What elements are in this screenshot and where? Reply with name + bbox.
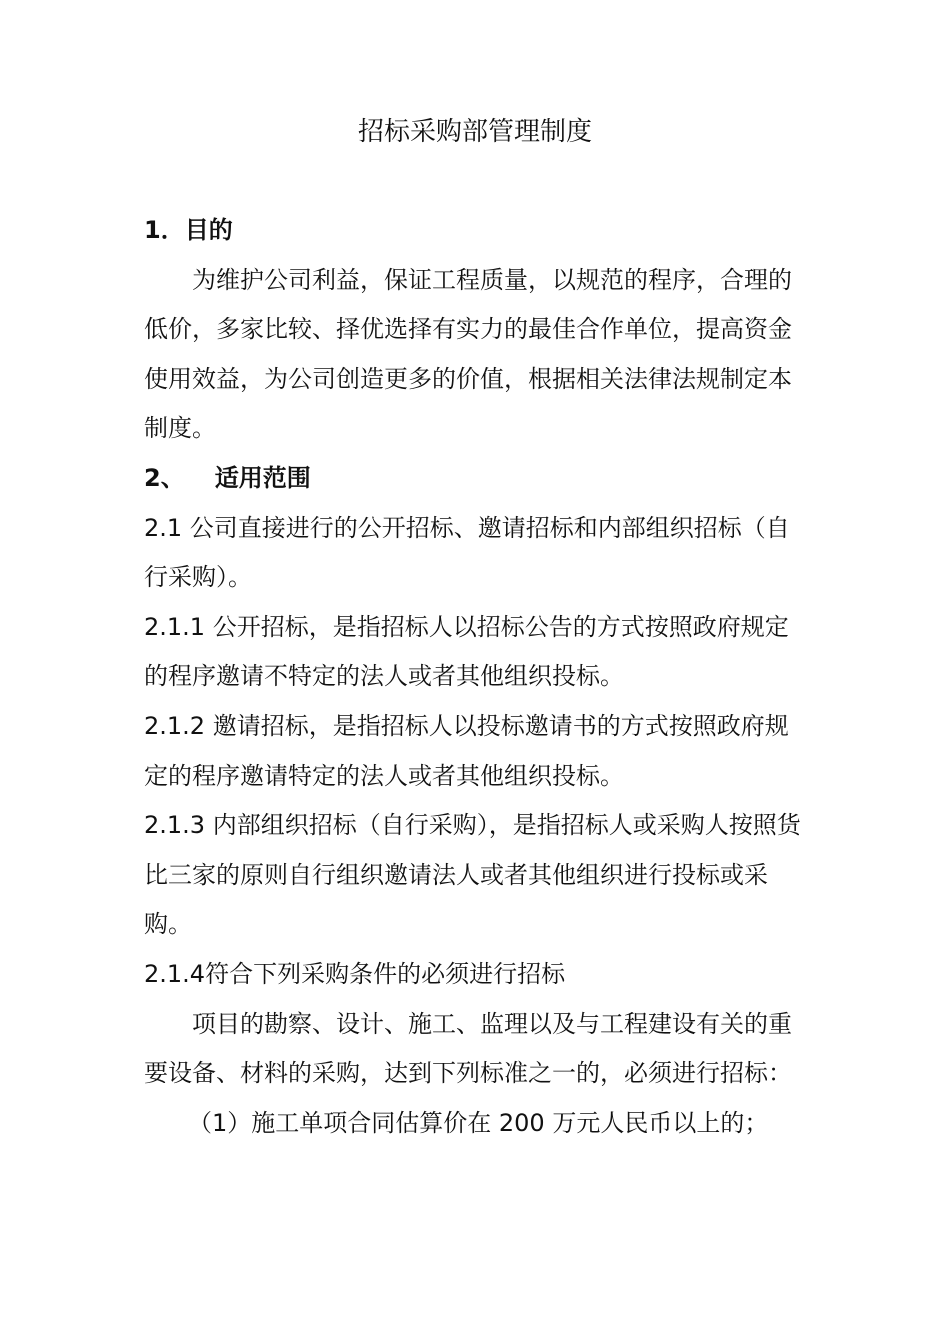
paragraph-2-1-4: 2.1.4符合下列采购条件的必须进行招标 xyxy=(144,959,566,988)
list-item-1: （1）施工单项合同估算价在 200 万元人民币以上的； xyxy=(188,1108,769,1137)
paragraph-2-1-2: 2.1.2 邀请招标，是指招标人以投标邀请书的方式按照政府规定的程序邀请特定的法人或者其他组织投标。 xyxy=(144,711,789,790)
document-body xyxy=(144,206,812,1148)
document-title: 招标采购部管理制度 xyxy=(357,117,592,147)
section-2-number: 2、 xyxy=(144,463,185,492)
paragraph-2-1-1: 2.1.1 公开招标，是指招标人以招标公告的方式按照政府规定的程序邀请不特定的法人或者其他组织投标。 xyxy=(144,612,789,691)
paragraph-2-1-4-body: 项目的勘察、设计、施工、监理以及与工程建设有关的重要设备、材料的采购，达到下列标准之一的，必须进行招标： xyxy=(144,1009,792,1088)
paragraph-2-1: 2.1 公司直接进行的公开招标、邀请招标和内部组织招标（自行采购）。 xyxy=(144,513,790,592)
section-2-heading xyxy=(144,454,812,504)
paragraph-2-1-3: 2.1.3 内部组织招标（自行采购），是指招标人或采购人按照货比三家的原则自行组织邀请法人或者其他组织进行投标或采购。 xyxy=(144,811,801,939)
section-1-heading: 1．目的 xyxy=(144,216,233,244)
section-2-title: 适用范围 xyxy=(214,463,311,492)
section-1-paragraph: 为维护公司利益，保证工程质量，以规范的程序，合理的低价，多家比较、择优选择有实力的最佳合作单位，提高资金使用效益，为公司创造更多的价值，根据相关法律法规制定本制度。 xyxy=(144,265,792,443)
